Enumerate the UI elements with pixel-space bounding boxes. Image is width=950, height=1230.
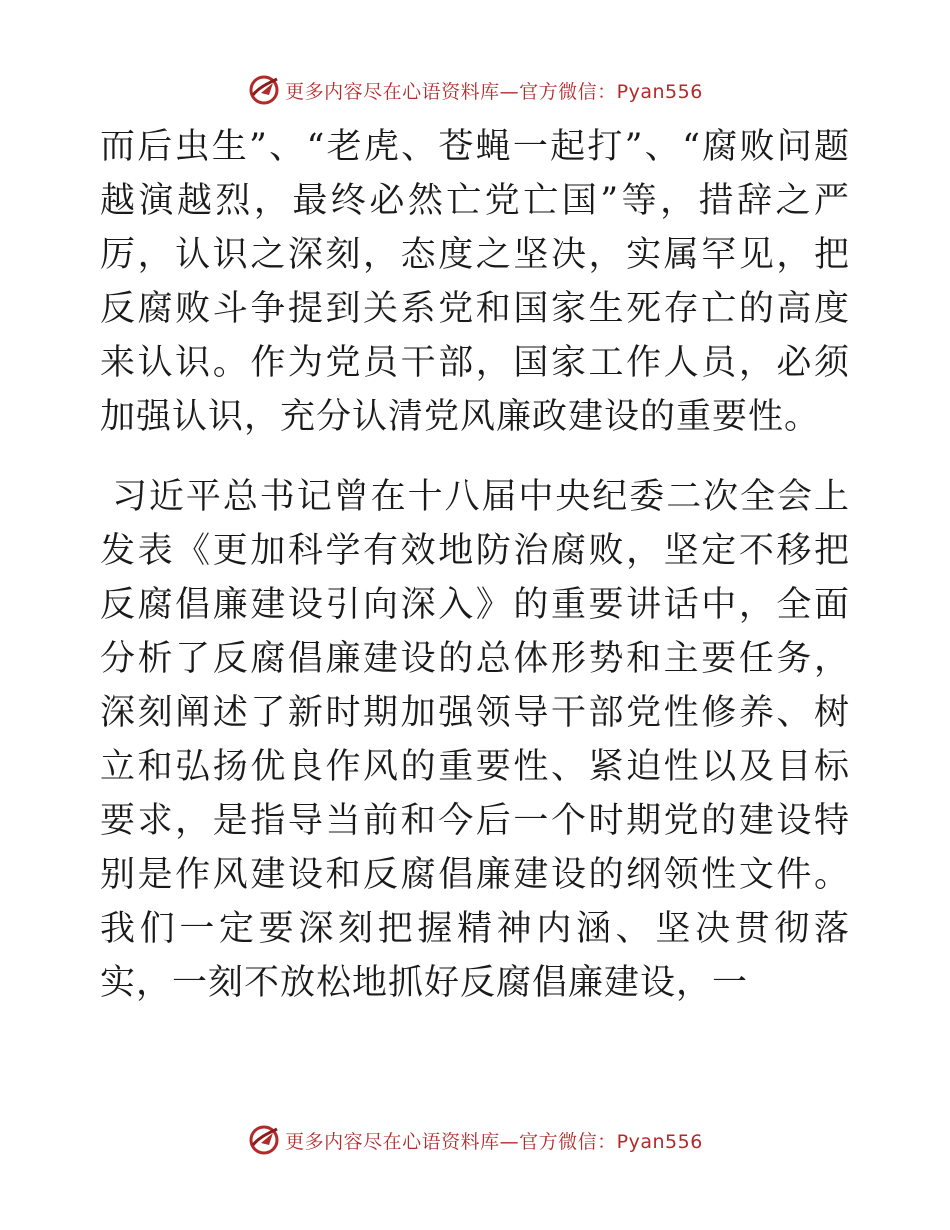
ink-pen-swirl-icon [247, 73, 281, 107]
header-banner [0, 70, 950, 110]
paragraph-1: 而后虫生”、“老虎、苍蝇一起打”、“腐败问题越演越烈，最终必然亡党亡国”等，措辞之严厉，认识之深刻，态度之坚决，实属罕见，把反腐败斗争提到关系党和国家生死存亡的高度来认识。作为党员干部，国家工作人员，必须加强认识，充分认清党风廉政建设的重要性。 [100, 127, 850, 437]
paragraph-2: 习近平总书记曾在十八届中央纪委二次全会上发表《更加科学有效地防治腐败，坚定不移把反腐倡廉建设引向深入》的重要讲话中，全面分析了反腐倡廉建设的总体形势和主要任务，深刻阐述了新时期加强领导干部党性修养、树立和弘扬优良作风的重要性、紧迫性以及目标要求，是指导当前和今后一个时期党的建设特别是作风建设和反腐倡廉建设的纲领性文件。我们一定要深刻把握精神内涵、坚决贯彻落实，一刻不放松地抓好反腐倡廉建设，一 [100, 477, 850, 1003]
ink-pen-swirl-icon [247, 1123, 281, 1157]
footer-banner [0, 1120, 950, 1160]
footer-text: 更多内容尽在心语资料库—官方微信：Pyan556 [285, 1130, 703, 1153]
document-body [100, 120, 850, 1010]
header-text: 更多内容尽在心语资料库—官方微信：Pyan556 [285, 80, 703, 103]
